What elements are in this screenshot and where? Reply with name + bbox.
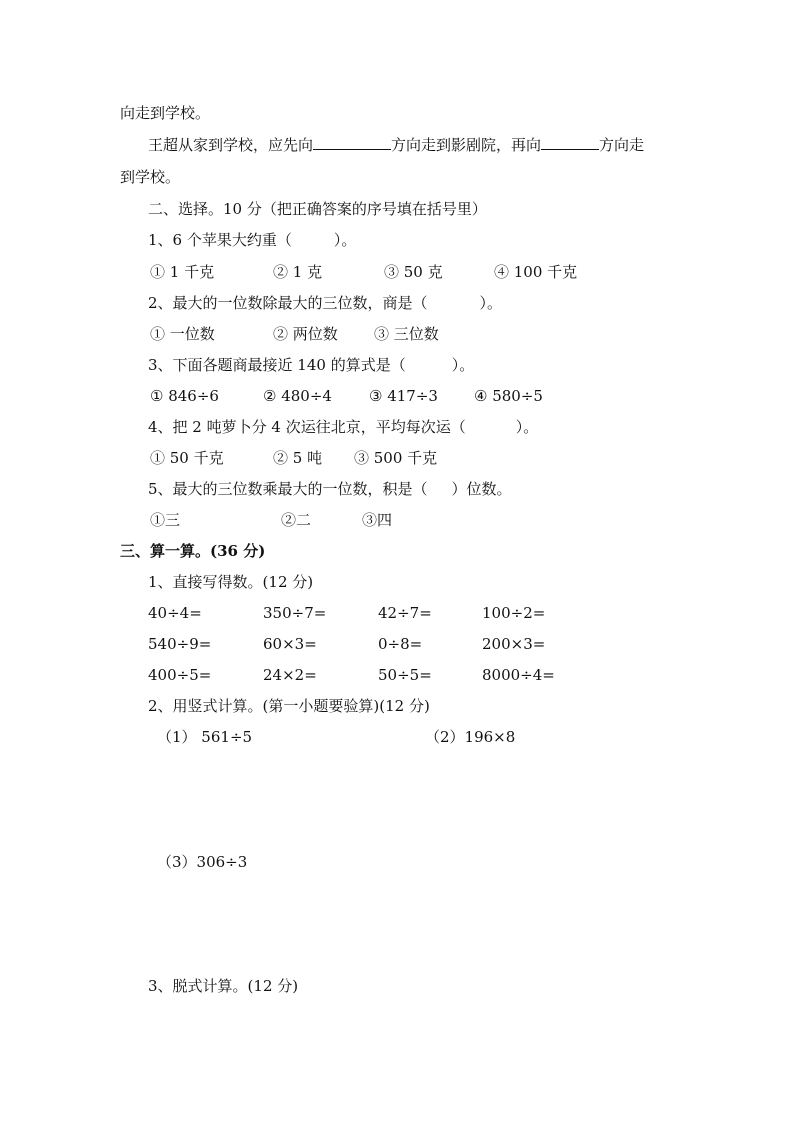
- question-close: ）。: [515, 418, 539, 436]
- choice-question-4: [148, 417, 538, 437]
- direction-question-part3: 方向走: [599, 136, 645, 154]
- q5-option-1: ①三: [150, 511, 181, 529]
- calc-cell: 0÷8=: [378, 635, 423, 653]
- q5-option-3: ③四: [362, 511, 393, 529]
- q2-option-2: ② 两位数: [273, 325, 338, 343]
- vertical-calc-1: （1） 561÷5: [157, 728, 253, 746]
- section3-title: 三、算一算。(36 分): [120, 542, 266, 560]
- calc-cell: 8000÷4=: [482, 666, 555, 684]
- choice-question-3: [148, 355, 474, 375]
- question-text: 3、下面各题商最接近 140 的算式是（: [148, 356, 406, 374]
- q3-option-3: ③ 417÷3: [369, 387, 438, 405]
- direction-question-line2: 到学校。: [120, 168, 181, 186]
- direction-question: [148, 135, 644, 155]
- q1-option-3: ③ 50 克: [384, 263, 443, 281]
- q2-option-3: ③ 三位数: [374, 325, 439, 343]
- calc-cell: 60×3=: [263, 635, 317, 653]
- section3-sub3-title: 3、脱式计算。(12 分): [148, 977, 299, 995]
- calc-cell: 540÷9=: [148, 635, 212, 653]
- section3-sub2-title: 2、用竖式计算。(第一小题要验算)(12 分): [148, 697, 430, 715]
- answer-blank-2[interactable]: [541, 135, 599, 150]
- choice-question-2: [148, 293, 502, 313]
- section2-title: 二、选择。10 分（把正确答案的序号填在括号里）: [148, 200, 487, 218]
- intro-line-0: 向走到学校。: [120, 104, 211, 122]
- q2-option-1: ① 一位数: [150, 325, 215, 343]
- q4-option-2: ② 5 吨: [273, 449, 323, 467]
- question-text: 4、把 2 吨萝卜分 4 次运往北京，平均每次运（: [148, 418, 466, 436]
- q4-option-1: ① 50 千克: [150, 449, 224, 467]
- calc-cell: 50÷5=: [378, 666, 432, 684]
- question-text: 2、最大的一位数除最大的三位数，商是（: [148, 294, 428, 312]
- calc-cell: 200×3=: [482, 635, 546, 653]
- q1-option-1: ① 1 千克: [150, 263, 215, 281]
- vertical-calc-2: （2）196×8: [425, 728, 516, 746]
- answer-blank-1[interactable]: [313, 135, 391, 150]
- question-close: ）位数。: [451, 480, 512, 498]
- question-close: ）。: [479, 294, 503, 312]
- q3-option-2: ② 480÷4: [263, 387, 332, 405]
- q3-option-4: ④ 580÷5: [474, 387, 543, 405]
- calc-cell: 42÷7=: [378, 604, 432, 622]
- vertical-calc-3: （3）306÷3: [157, 853, 248, 871]
- calc-cell: 100÷2=: [482, 604, 546, 622]
- q1-option-2: ② 1 克: [273, 263, 323, 281]
- question-close: ）。: [451, 356, 475, 374]
- direction-question-part1: 王超从家到学校，应先向: [148, 136, 314, 154]
- calc-cell: 400÷5=: [148, 666, 212, 684]
- choice-question-1: [148, 230, 356, 250]
- calc-cell: 350÷7=: [263, 604, 327, 622]
- question-text: 1、6 个苹果大约重（: [148, 231, 292, 249]
- q1-option-4: ④ 100 千克: [494, 263, 578, 281]
- q5-option-2: ②二: [281, 511, 312, 529]
- direction-question-part2: 方向走到影剧院，再向: [391, 136, 542, 154]
- choice-question-5: [148, 479, 512, 499]
- q3-option-1: ① 846÷6: [150, 387, 219, 405]
- calc-cell: 24×2=: [263, 666, 317, 684]
- section3-sub1-title: 1、直接写得数。(12 分): [148, 573, 314, 591]
- question-text: 5、最大的三位数乘最大的一位数，积是（: [148, 480, 428, 498]
- calc-cell: 40÷4=: [148, 604, 202, 622]
- q4-option-3: ③ 500 千克: [354, 449, 438, 467]
- question-close: ）。: [333, 231, 357, 249]
